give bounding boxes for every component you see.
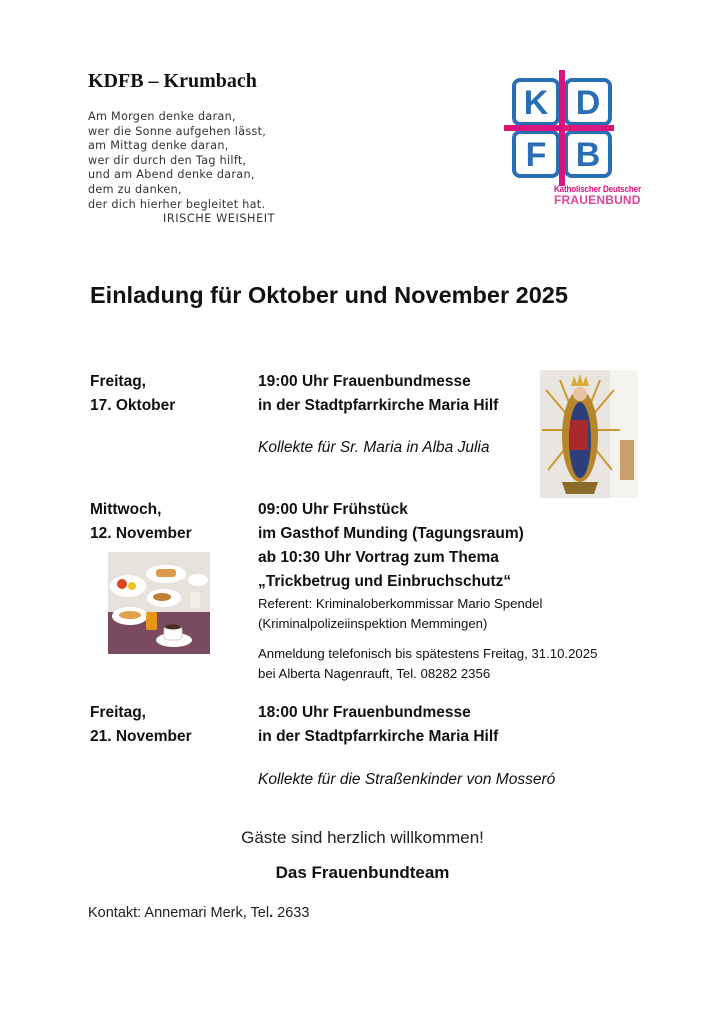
poem-line: wer die Sonne aufgehen lässt, <box>88 124 267 138</box>
event-day: Freitag, <box>90 373 146 390</box>
poem-line: Am Morgen denke daran, <box>88 110 236 123</box>
logo-letter-f: F <box>525 136 547 174</box>
event-date: 12. November <box>90 525 192 542</box>
event-referent: Referent: Kriminaloberkommissar Mario Spendel <box>258 596 543 611</box>
poem-line: am Mittag denke daran, <box>88 139 229 153</box>
event-day: Mittwoch, <box>90 501 162 518</box>
logo-letter-b: B <box>575 136 601 174</box>
event-3-details <box>258 701 555 792</box>
contact-dot: . <box>269 905 274 921</box>
poem-attribution: IRISCHE WEISHEIT <box>163 212 276 226</box>
madonna-statue-image <box>540 370 638 498</box>
event-location: in der Stadtpfarrkirche Maria Hilf <box>258 728 499 745</box>
logo-cross-horizontal <box>504 125 614 131</box>
event-talk-title: „Trickbetrug und Einbruchschutz“ <box>258 573 512 590</box>
contact-number: 2633 <box>273 905 310 921</box>
event-location: im Gasthof Munding (Tagungsraum) <box>258 525 524 542</box>
event-location: in der Stadtpfarrkirche Maria Hilf <box>258 397 499 414</box>
logo-letter-k: K <box>523 84 549 122</box>
poem <box>88 110 275 227</box>
event-time-title: 09:00 Uhr Frühstück <box>258 501 408 518</box>
event-time-title: 18:00 Uhr Frauenbundmesse <box>258 704 471 721</box>
event-date: 21. November <box>90 728 192 745</box>
welcome-text: Gäste sind herzlich willkommen! <box>241 828 484 847</box>
poem-line: der dich hierher begleitet hat. <box>88 197 266 211</box>
event-note: Kollekte für Sr. Maria in Alba Julia <box>258 439 490 456</box>
event-signup-contact: bei Alberta Nagenrauft, Tel. 08282 2356 <box>258 666 491 681</box>
event-talk-time: ab 10:30 Uhr Vortrag zum Thema <box>258 549 499 566</box>
event-signup: Anmeldung telefonisch bis spätestens Freitag, 31.10.2025 <box>258 646 598 661</box>
event-note: Kollekte für die Straßenkinder von Mosseró <box>258 771 556 788</box>
logo-caption-line2: FRAUENBUND <box>554 193 641 207</box>
logo-caption-line1: Katholischer Deutscher <box>554 184 641 194</box>
event-3-date <box>90 701 192 749</box>
contact-info <box>88 905 309 921</box>
page-title: Einladung für Oktober und November 2025 <box>90 282 568 308</box>
event-2-date <box>90 498 192 546</box>
breakfast-image <box>108 552 210 654</box>
event-1-date <box>90 370 175 418</box>
logo-letter-d: D <box>575 84 601 122</box>
event-1-details <box>258 370 498 460</box>
event-time-title: 19:00 Uhr Frauenbundmesse <box>258 373 471 390</box>
org-title: KDFB – Krumbach <box>88 70 257 92</box>
poem-line: wer dir durch den Tag hilft, <box>88 153 247 167</box>
event-2-details <box>258 498 597 684</box>
poem-line: und am Abend denke daran, <box>88 168 255 182</box>
team-signature: Das Frauenbundteam <box>275 863 450 882</box>
event-date: 17. Oktober <box>90 397 176 414</box>
poem-line: dem zu danken, <box>88 182 182 196</box>
contact-prefix: Kontakt: Annemari Merk, Tel <box>88 905 270 921</box>
event-referent-org: (Kriminalpolizeiinspektion Memmingen) <box>258 616 488 631</box>
event-day: Freitag, <box>90 704 146 721</box>
